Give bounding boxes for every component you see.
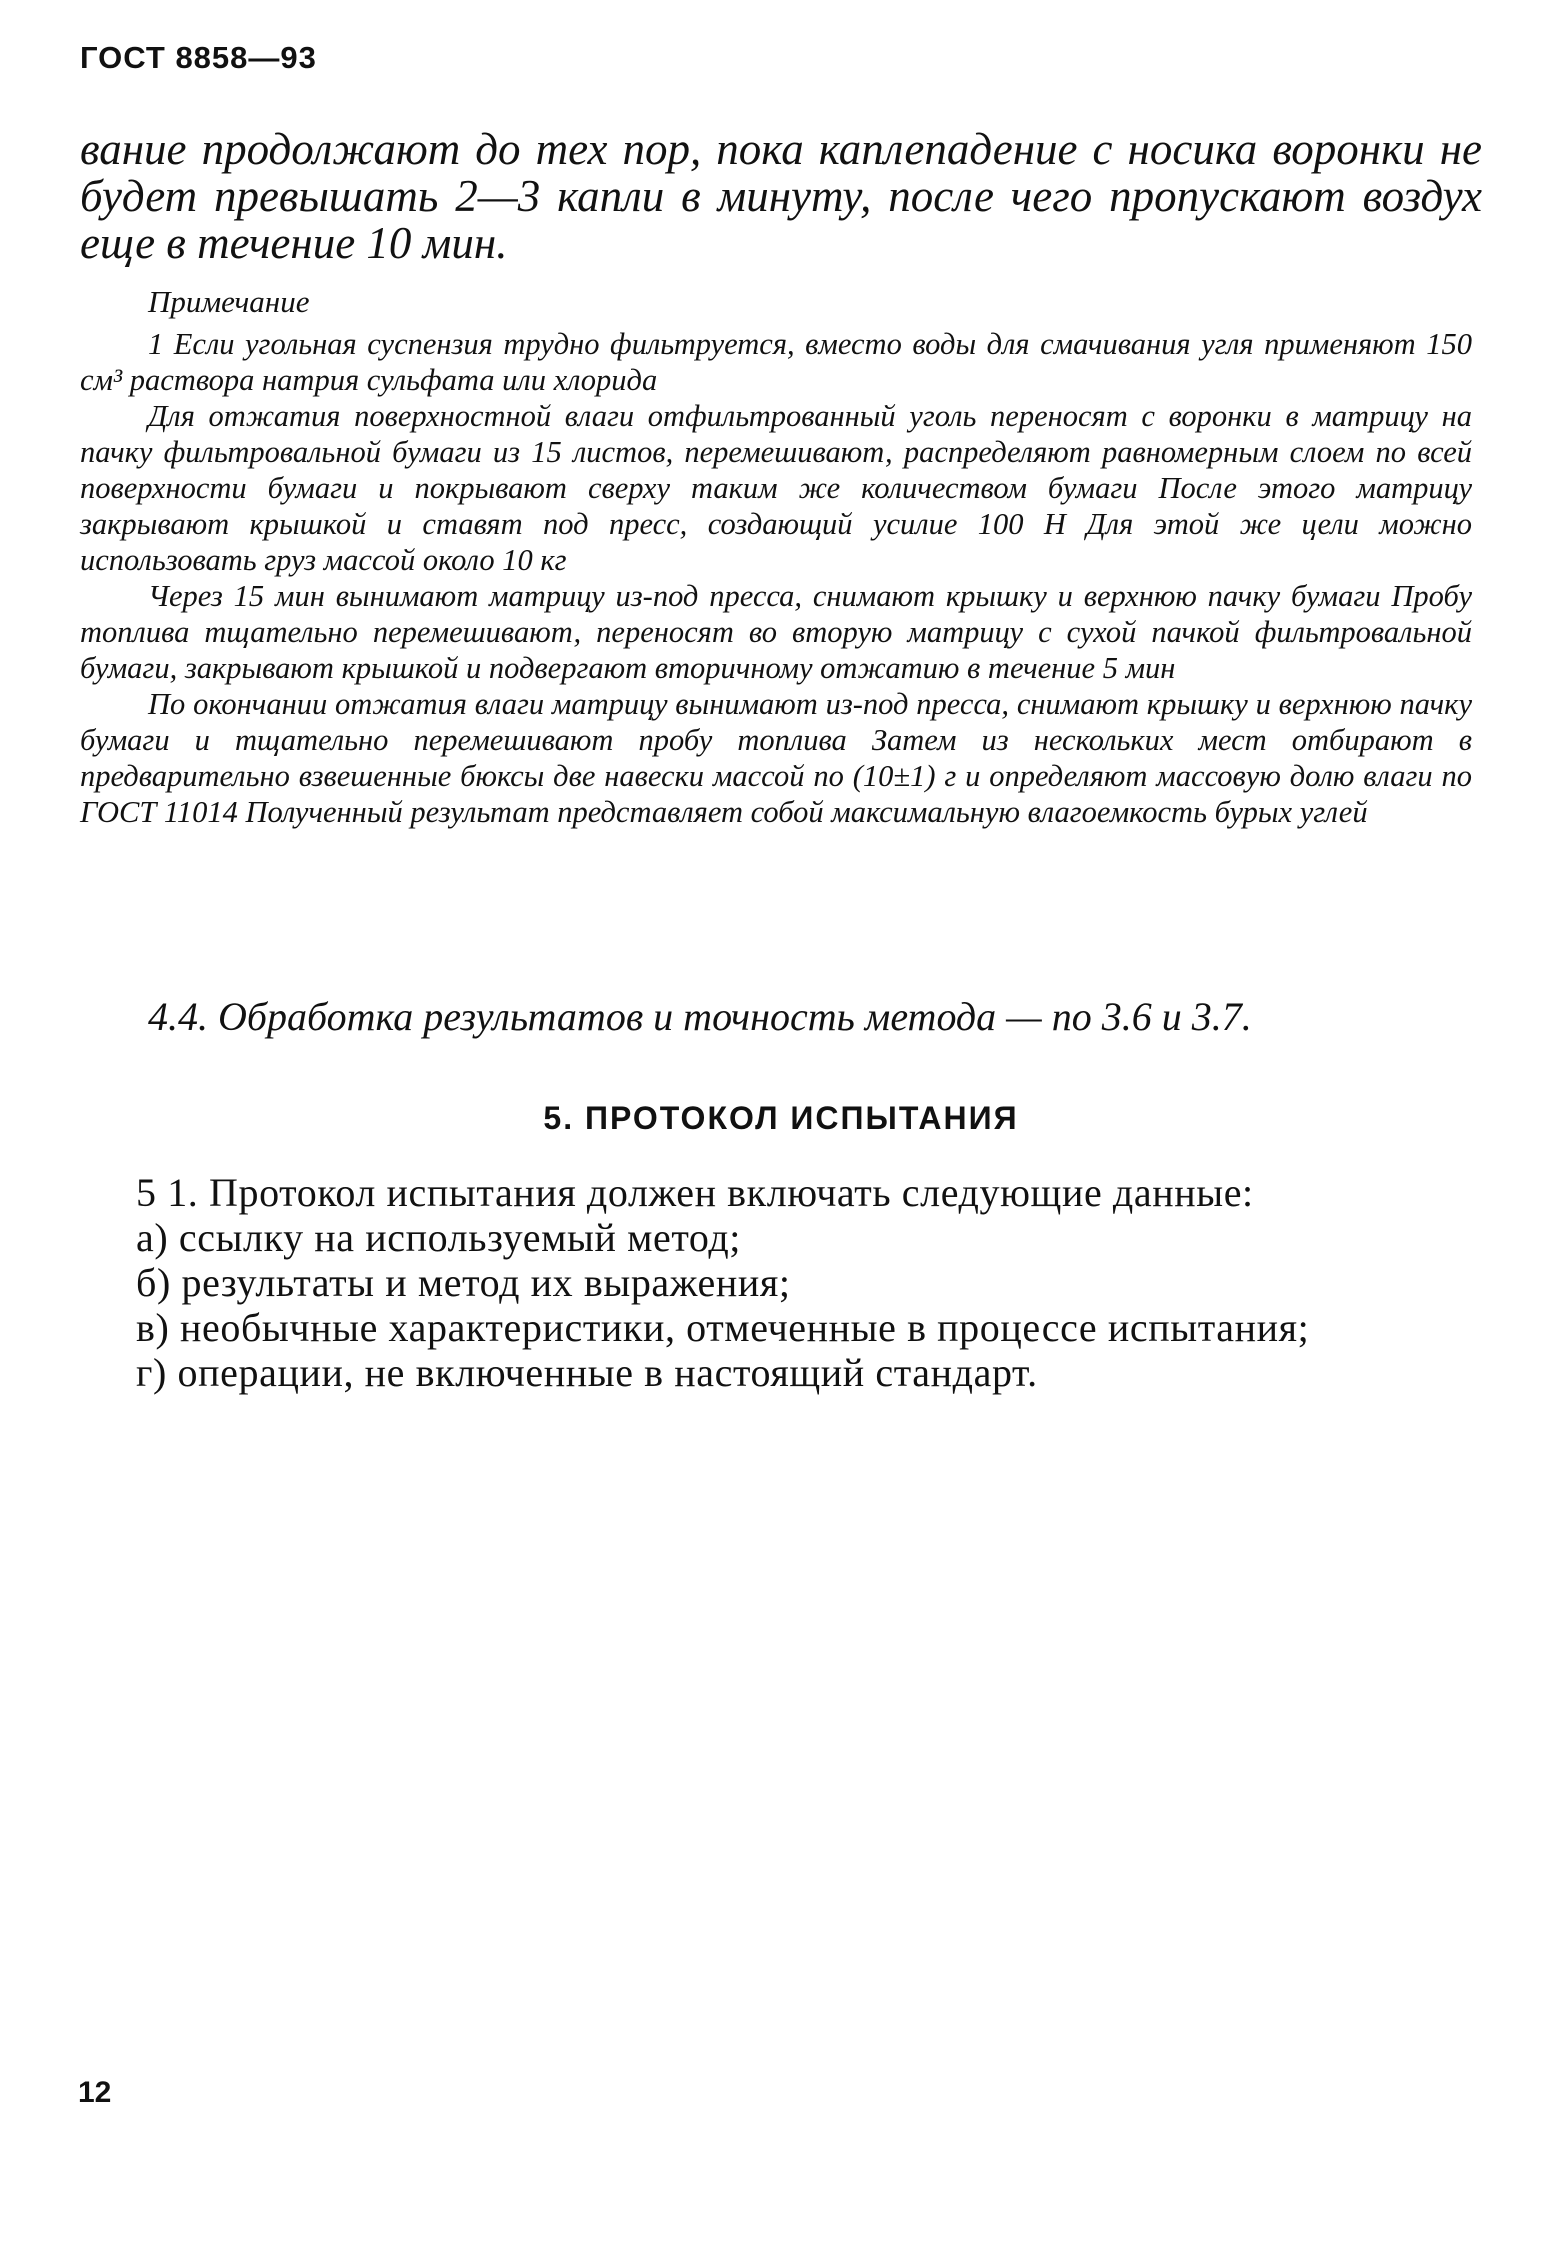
protocol-item: б) результаты и метод их выражения; bbox=[136, 1260, 791, 1305]
section-5-heading: 5. ПРОТОКОЛ ИСПЫТАНИЯ bbox=[543, 1100, 1019, 1136]
page-number: 12 bbox=[78, 2076, 112, 2109]
document-number: ГОСТ 8858—93 bbox=[80, 40, 317, 75]
note-paragraph: Через 15 мин вынимают матрицу из-под пресса, снимают крышку и верхнюю пачку бумаги Пробу топлива тщательно перемешивают, переносят во вторую матрицу с сухой пачкой фильтровальной бумаги, закрывают крышкой и подвергают вторичному отжатию в течение 5 мин bbox=[80, 579, 1472, 685]
protocol-item: г) операции, не включенные в настоящий стандарт. bbox=[136, 1350, 1038, 1395]
note-paragraph: Для отжатия поверхностной влаги отфильтрованный уголь переносят с воронки в матрицу на пачку фильтровальной бумаги из 15 листов, перемешивают, распределяют равномерным слоем по всей поверхности бумаги и покрывают сверху таким же количеством бумаги После этого матрицу закрывают крышкой и ставят под пресс, создающий усилие 100 Н Для этой же цели можно использовать груз массой около 10 кг bbox=[80, 399, 1472, 577]
note-paragraph: 1 Если угольная суспензия трудно фильтруется, вместо воды для смачивания угля применяют 150 см³ раствора натрия сульфата или хлорида bbox=[80, 327, 1472, 397]
protocol-item: а) ссылку на используемый метод; bbox=[136, 1215, 742, 1260]
note-body bbox=[80, 326, 1472, 830]
protocol-intro: 5 1. Протокол испытания должен включать следующие данные: bbox=[136, 1170, 1254, 1215]
note-paragraph: По окончании отжатия влаги матрицу вынимают из-под пресса, снимают крышку и верхнюю пачку бумаги и тщательно перемешивают пробу топлива Затем из нескольких мест отбирают в предварительно взвешенные бюксы две навески массой по (10±1) г и определяют массовую долю влаги по ГОСТ 11014 Полученный результат представляет собой максимальную влагоемкость бурых углей bbox=[80, 687, 1472, 829]
section-4-4: 4.4. Обработка результатов и точность метода — по 3.6 и 3.7. bbox=[148, 994, 1252, 1039]
protocol-item: в) необычные характеристики, отмеченные в процессе испытания; bbox=[136, 1305, 1310, 1350]
note-title: Примечание bbox=[148, 284, 310, 319]
protocol-list bbox=[80, 1170, 1472, 1395]
continuation-paragraph: вание продолжают до тех пор, пока каплепадение с носика воронки не будет превышать 2—3 капли в минуту, после чего пропускают воздух еще в течение 10 мин. bbox=[80, 124, 1482, 268]
